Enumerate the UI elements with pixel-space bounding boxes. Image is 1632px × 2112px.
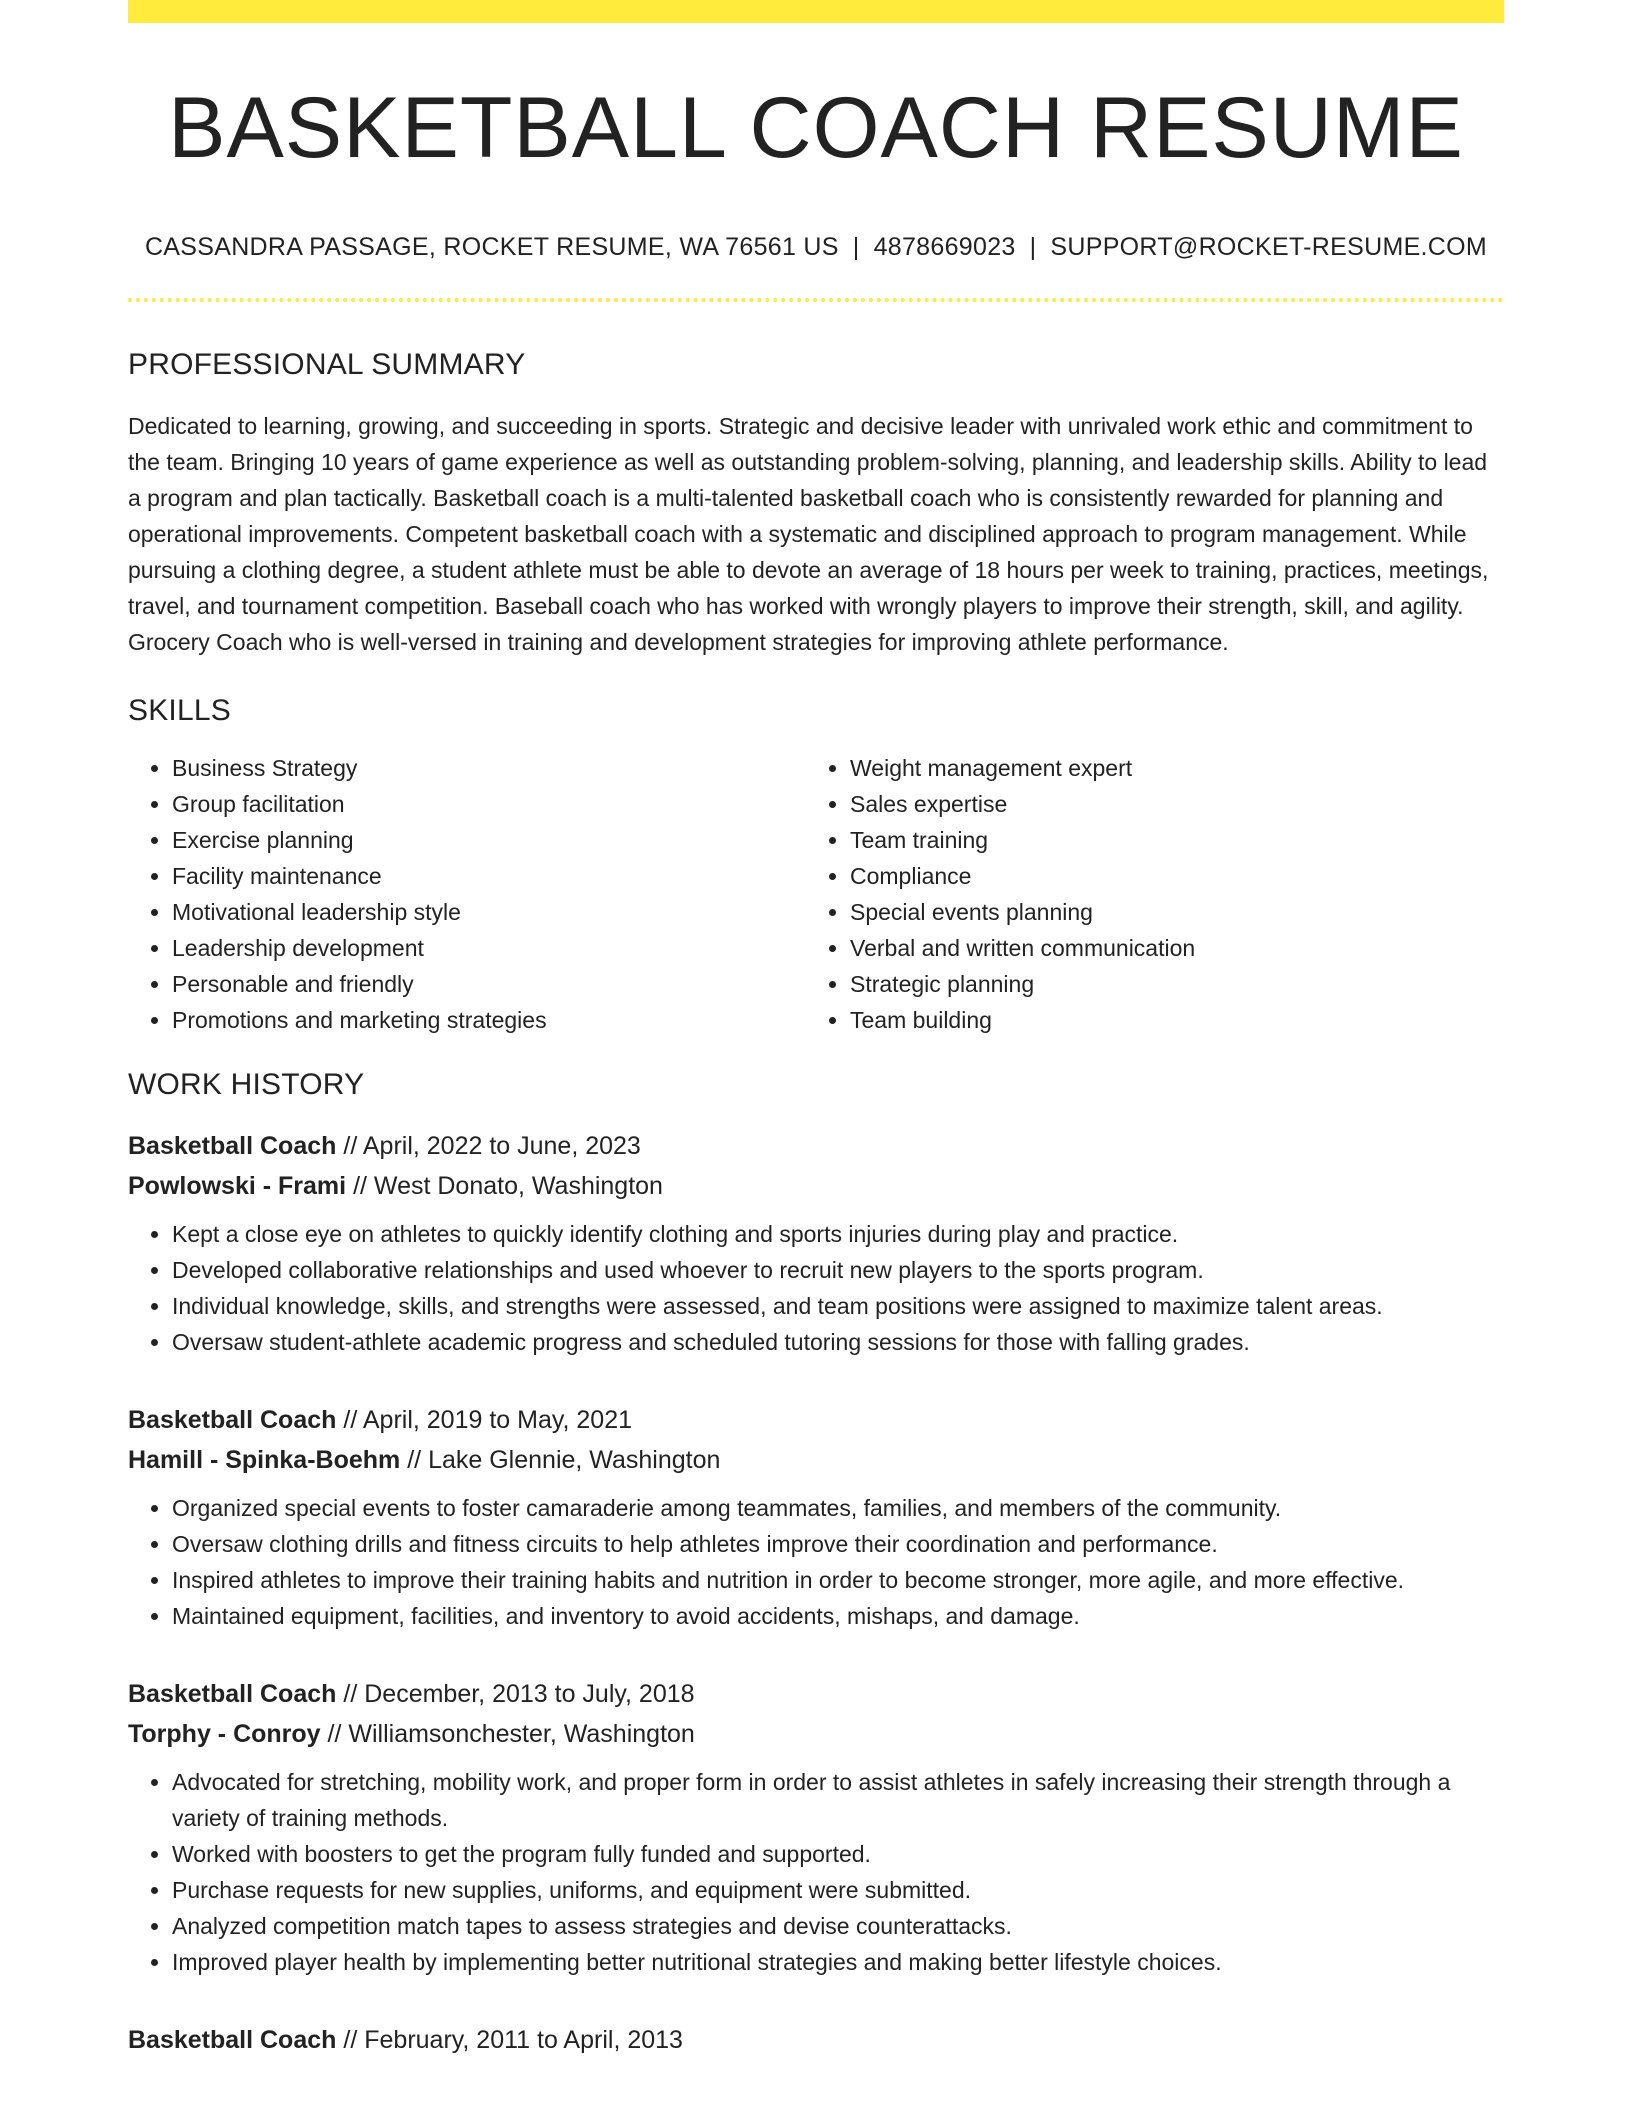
- job-bullet: • Analyzed competition match tapes to assess strategies and devise counterattacks.: [172, 1908, 1504, 1944]
- job-company-line: [128, 1714, 1504, 1754]
- job-title: Basketball Coach: [128, 1680, 337, 1708]
- job-bullets: [128, 1764, 1504, 1980]
- job-bullet: • Inspired athletes to improve their training habits and nutrition in order to become stronger, more agile, and more effective.: [172, 1562, 1504, 1598]
- skill-item: • Motivational leadership style: [172, 894, 806, 930]
- job-title-line: [128, 1674, 1504, 1714]
- job-title-line: [128, 2020, 1504, 2060]
- job-separator: //: [327, 1720, 342, 1748]
- summary-text: Dedicated to learning, growing, and succeeding in sports. Strategic and decisive leader with unrivaled work ethic and commitment to the team. Bringing 10 years of game experience as well as outstanding problem-solving, planning, and leadership skills. Ability to lead a program and plan tactically. Basketball coach is a multi-talented basketball coach who is consistently rewarded for planning and operational improvements. Competent basketball coach with a systematic and disciplined approach to program management. While pursuing a clothing degree, a student athlete must be able to devote an average of 18 hours per week to training, practices, meetings, travel, and tournament competition. Baseball coach who has worked with wrongly players to improve their strength, skill, and agility. Grocery Coach who is well-versed in training and development strategies for improving athlete performance.: [128, 413, 1489, 655]
- job-bullet: • Kept a close eye on athletes to quickly identify clothing and sports injuries during play and practice.: [172, 1216, 1504, 1252]
- job-location: Lake Glennie, Washington: [428, 1446, 721, 1474]
- job-entry: [128, 2020, 1504, 2060]
- skill-item: • Compliance: [850, 858, 1484, 894]
- summary-heading: PROFESSIONAL SUMMARY: [128, 348, 526, 381]
- job-company-line: [128, 1166, 1504, 1206]
- skill-item: • Promotions and marketing strategies: [172, 1002, 806, 1038]
- job-bullet: • Worked with boosters to get the program fully funded and supported.: [172, 1836, 1504, 1872]
- job-separator: //: [343, 1406, 358, 1434]
- job-dates: December, 2013 to July, 2018: [364, 1680, 695, 1708]
- skill-item: • Group facilitation: [172, 786, 806, 822]
- job-bullet: • Advocated for stretching, mobility work, and proper form in order to assist athletes in safely increasing their strength through a variety of training methods.: [172, 1764, 1504, 1836]
- skill-item: • Special events planning: [850, 894, 1484, 930]
- job-separator: //: [407, 1446, 422, 1474]
- job-entry: [128, 1400, 1504, 1634]
- contact-separator: |: [852, 233, 860, 261]
- job-company: Torphy - Conroy: [128, 1720, 321, 1748]
- job-entry: [128, 1126, 1504, 1360]
- contact-line: [128, 233, 1504, 262]
- job-bullet: • Developed collaborative relationships and used whoever to recruit new players to the sports program.: [172, 1252, 1504, 1288]
- skill-item: • Facility maintenance: [172, 858, 806, 894]
- job-bullet: • Oversaw student-athlete academic progress and scheduled tutoring sessions for those with falling grades.: [172, 1324, 1504, 1360]
- skill-item: • Business Strategy: [172, 750, 806, 786]
- page-title: BASKETBALL COACH RESUME: [168, 80, 1464, 176]
- job-separator: //: [343, 1680, 358, 1708]
- job-bullet: • Oversaw clothing drills and fitness circuits to help athletes improve their coordination and performance.: [172, 1526, 1504, 1562]
- skills-column-left: [128, 750, 806, 1038]
- job-separator: //: [343, 1132, 358, 1160]
- dotted-divider: [128, 298, 1504, 302]
- skill-item: • Leadership development: [172, 930, 806, 966]
- job-company: Hamill - Spinka-Boehm: [128, 1446, 401, 1474]
- job-location: Williamsonchester, Washington: [348, 1720, 695, 1748]
- accent-bar: [128, 0, 1504, 23]
- job-dates: April, 2019 to May, 2021: [362, 1406, 632, 1434]
- job-title-line: [128, 1400, 1504, 1440]
- job-location: West Donato, Washington: [373, 1172, 663, 1200]
- job-bullet: • Purchase requests for new supplies, uniforms, and equipment were submitted.: [172, 1872, 1504, 1908]
- job-bullets: [128, 1490, 1504, 1634]
- job-bullet: • Organized special events to foster camaraderie among teammates, families, and members of the community.: [172, 1490, 1504, 1526]
- job-bullet: • Maintained equipment, facilities, and inventory to avoid accidents, mishaps, and damage.: [172, 1598, 1504, 1634]
- job-company-line: [128, 1440, 1504, 1480]
- skills-heading: SKILLS: [128, 694, 231, 727]
- skills-list: [128, 750, 1504, 1038]
- skill-item: • Sales expertise: [850, 786, 1484, 822]
- job-bullet: • Individual knowledge, skills, and strengths were assessed, and team positions were assigned to maximize talent areas.: [172, 1288, 1504, 1324]
- resume-page: [128, 0, 1504, 2060]
- skill-item: • Team building: [850, 1002, 1484, 1038]
- job-title-line: [128, 1126, 1504, 1166]
- skill-item: • Weight management expert: [850, 750, 1484, 786]
- skill-item: • Exercise planning: [172, 822, 806, 858]
- job-company: Powlowski - Frami: [128, 1172, 347, 1200]
- job-entry: [128, 1674, 1504, 1980]
- job-title: Basketball Coach: [128, 1132, 337, 1160]
- job-dates: April, 2022 to June, 2023: [362, 1132, 641, 1160]
- work-history-heading: WORK HISTORY: [128, 1068, 365, 1101]
- contact-separator: |: [1029, 233, 1037, 261]
- contact-phone: 4878669023: [873, 233, 1016, 261]
- job-dates: February, 2011 to April, 2013: [364, 2026, 683, 2054]
- job-separator: //: [353, 1172, 367, 1200]
- skills-column-right: [806, 750, 1484, 1038]
- skill-item: • Verbal and written communication: [850, 930, 1484, 966]
- contact-address: CASSANDRA PASSAGE, ROCKET RESUME, WA 76561 US: [144, 233, 839, 261]
- skill-item: • Personable and friendly: [172, 966, 806, 1002]
- job-title: Basketball Coach: [128, 1406, 337, 1434]
- contact-email: SUPPORT@ROCKET-RESUME.COM: [1050, 233, 1488, 261]
- skill-item: • Strategic planning: [850, 966, 1484, 1002]
- skill-item: • Team training: [850, 822, 1484, 858]
- job-title: Basketball Coach: [128, 2026, 337, 2054]
- job-separator: //: [343, 2026, 358, 2054]
- job-bullet: • Improved player health by implementing better nutritional strategies and making better lifestyle choices.: [172, 1944, 1504, 1980]
- job-bullets: [128, 1216, 1504, 1360]
